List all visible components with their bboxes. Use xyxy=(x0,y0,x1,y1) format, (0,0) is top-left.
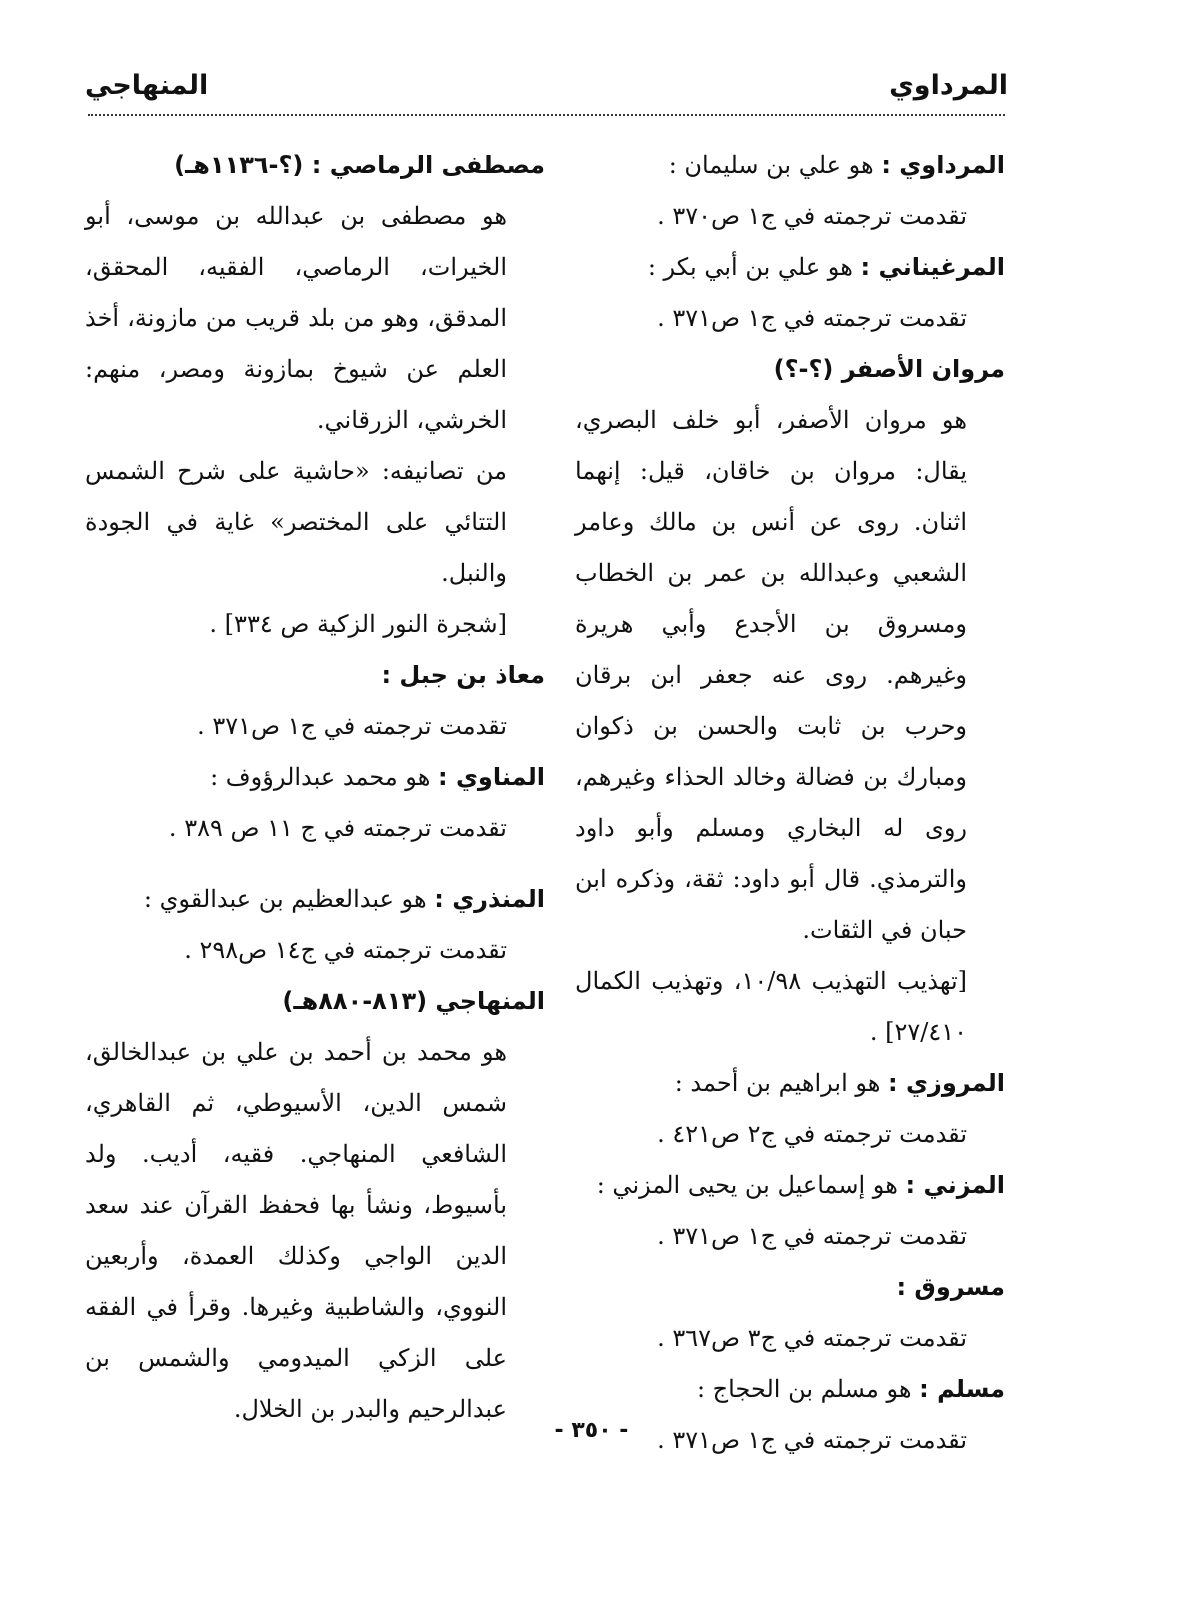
entry-text: [تهذيب التهذيب ١٠/٩٨، وتهذيب الكمال ٢٧/٤١٠] . xyxy=(575,967,967,1046)
entry-paragraph xyxy=(575,395,1005,956)
running-header-left: المنهاجي xyxy=(85,70,209,101)
entry-paragraph xyxy=(85,446,545,599)
entry-text: هو علي بن أبي بكر : xyxy=(647,253,861,281)
entry-line xyxy=(575,242,1005,293)
entry-text: تقدمت ترجمته في ج١ ص٣٧٠ . xyxy=(657,202,967,230)
entry-line xyxy=(85,701,545,752)
entry-text: هو محمد بن أحمد بن علي بن عبدالخالق، شمس الدين، الأسيوطي، ثم القاهري، الشافعي المنهاجي. فقيه، أديب. ولد بأسيوط، ونشأ بها فحفظ القرآن عند سعد الدين الواجي وكذلك العمدة، وأربعين النووي، والشاطبية وغيرها. وقرأ في الفقه على الزكي الميدومي والشمس بن عبدالرحيم والبدر بن الخلال. xyxy=(85,1038,507,1423)
entry-line xyxy=(85,752,545,803)
entry-text: هو علي بن سليمان : xyxy=(668,151,882,179)
right-column xyxy=(575,140,1005,1466)
entry-head: المزني : xyxy=(905,1171,1005,1199)
entry-text: هو مروان الأصفر، أبو خلف البصري، يقال: مروان بن خاقان، قيل: إنهما اثنان. روى عن أنس بن مالك وعامر الشعبي وعبدالله بن عمر بن الخطاب ومسروق بن الأجدع وأبي هريرة وغيرهم. روى عنه جعفر ابن برقان وحرب بن ثابت والحسن بن ذكوان ومبارك بن فضالة وخالد الحذاء وغيرهم، روى له البخاري ومسلم وأبو داود والترمذي. قال أبو داود: ثقة، وذكره ابن حبان في الثقات. xyxy=(575,406,967,944)
entry-text: تقدمت ترجمته في ج١ ص٣٧١ . xyxy=(657,1426,967,1454)
entry-head: المنذري : xyxy=(434,885,545,913)
entry-text: هو ابراهيم بن أحمد : xyxy=(674,1069,889,1097)
entry-text: [شجرة النور الزكية ص ٣٣٤] . xyxy=(209,610,507,638)
entry-line xyxy=(575,1262,1005,1313)
entry-text: تقدمت ترجمته في ج١٤ ص٢٩٨ . xyxy=(184,936,507,964)
entry-text: هو مسلم بن الحجاج : xyxy=(696,1375,920,1403)
left-column xyxy=(85,140,545,1435)
entry-line xyxy=(575,1160,1005,1211)
entry-text: هو مصطفى بن عبدالله بن موسى، أبو الخيرات، الرماصي، الفقيه، المحقق، المدقق، وهو من بلد قريب من مازونة، أخذ العلم عن شيوخ بمازونة ومصر، منهم: الخرشي، الزرقاني. xyxy=(85,202,507,434)
entry-text: تقدمت ترجمته في ج ١١ ص ٣٨٩ . xyxy=(168,814,507,842)
entry-head: المنهاجي (٨١٣-٨٨٠هـ) xyxy=(282,987,545,1015)
entry-head: المروزي : xyxy=(888,1069,1005,1097)
header-rule xyxy=(88,114,1005,116)
entry-line xyxy=(85,803,545,854)
entry-line xyxy=(575,1313,1005,1364)
entry-source xyxy=(85,599,545,650)
entry-line xyxy=(85,976,545,1027)
entry-text: تقدمت ترجمته في ج٣ ص٣٦٧ . xyxy=(657,1324,967,1352)
entry-line xyxy=(575,1058,1005,1109)
entry-text: تقدمت ترجمته في ج١ ص٣٧١ . xyxy=(657,1222,967,1250)
entry-line xyxy=(575,344,1005,395)
entry-text: هو إسماعيل بن يحيى المزني : xyxy=(596,1171,906,1199)
entry-source xyxy=(575,956,1005,1058)
entry-head: مروان الأصفر (؟-؟) xyxy=(773,355,1005,383)
entry-text: هو محمد عبدالرؤوف : xyxy=(210,763,438,791)
entry-line xyxy=(85,925,545,976)
entry-head: المرغيناني : xyxy=(860,253,1005,281)
entry-line xyxy=(575,1109,1005,1160)
entry-line xyxy=(575,1364,1005,1415)
running-header-right: المرداوي xyxy=(889,70,1008,101)
entry-text: تقدمت ترجمته في ج١ ص٣٧١ . xyxy=(197,712,507,740)
entry-paragraph xyxy=(85,1027,545,1435)
entry-line xyxy=(85,874,545,925)
entry-line xyxy=(575,140,1005,191)
entry-text: من تصانيفه: «حاشية على شرح الشمس التتائي على المختصر» غاية في الجودة والنبل. xyxy=(85,457,507,587)
entry-line xyxy=(85,650,545,701)
entry-head: معاذ بن جبل : xyxy=(381,661,545,689)
entry-head: المناوي : xyxy=(437,763,545,791)
entry-head: مصطفى الرماصي : (؟-١١٣٦هـ) xyxy=(174,151,545,179)
entry-head: المرداوي : xyxy=(881,151,1005,179)
entry-line xyxy=(575,191,1005,242)
entry-text: تقدمت ترجمته في ج١ ص٣٧١ . xyxy=(657,304,967,332)
entry-head: مسلم : xyxy=(919,1375,1005,1403)
entry-line xyxy=(575,1211,1005,1262)
entry-line xyxy=(575,293,1005,344)
entry-paragraph xyxy=(85,191,545,446)
entry-text: تقدمت ترجمته في ج٢ ص٤٢١ . xyxy=(657,1120,967,1148)
entry-text: هو عبدالعظيم بن عبدالقوي : xyxy=(143,885,435,913)
entry-head: مسروق : xyxy=(896,1273,1005,1301)
page-number: - ٣٥٠ - xyxy=(554,1418,629,1443)
entry-line xyxy=(85,140,545,191)
